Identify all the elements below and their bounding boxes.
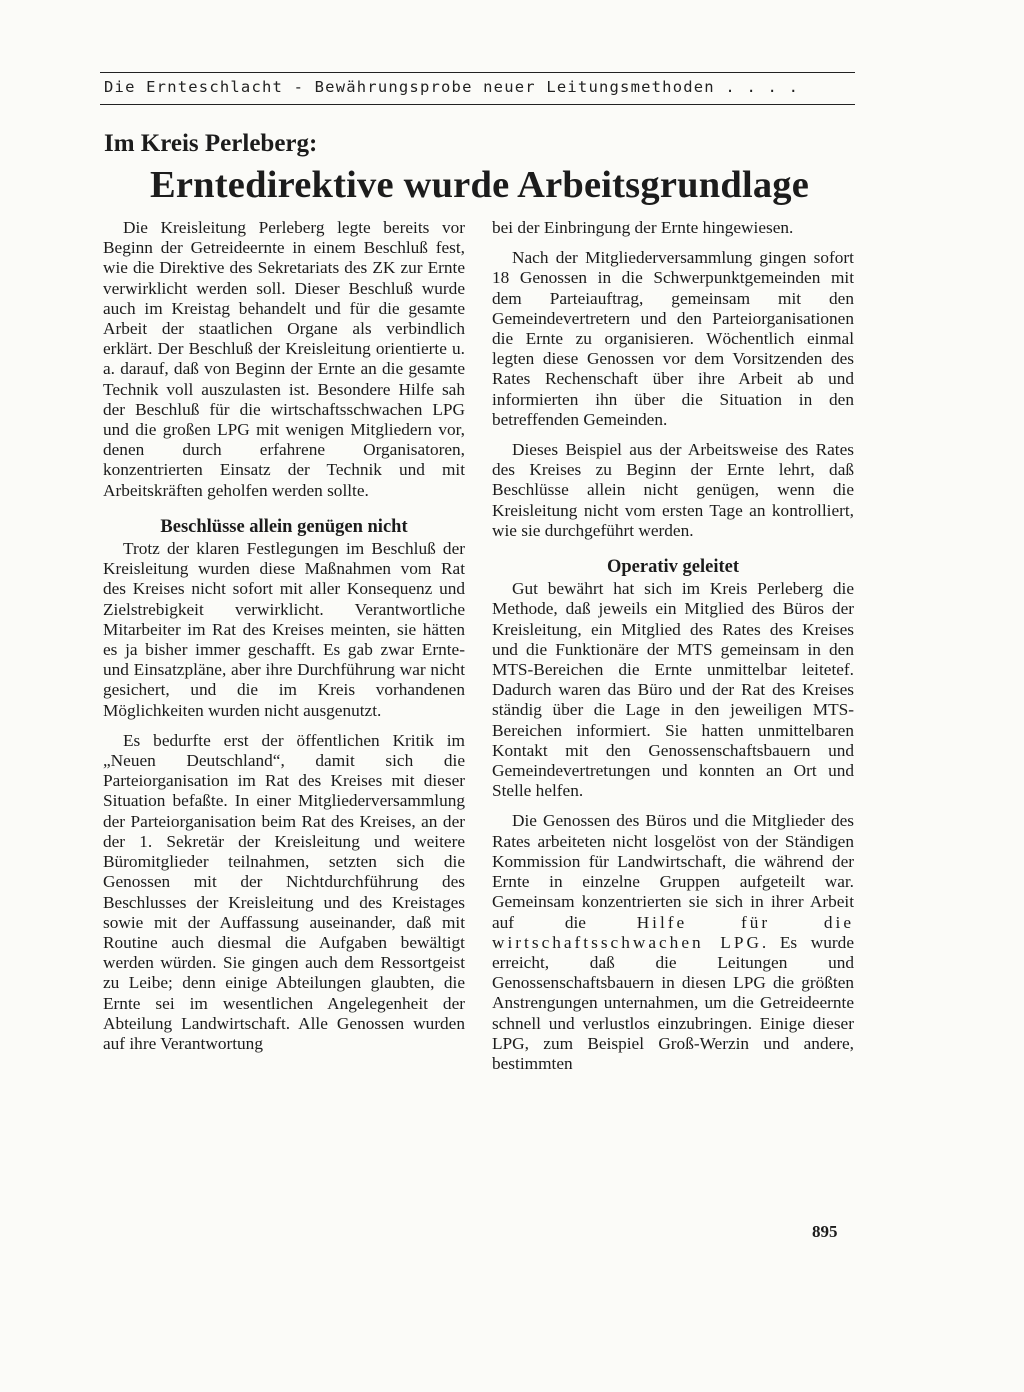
- running-header: Die Ernteschlacht - Bewährungsprobe neuer Leitungsmethoden . . . .: [104, 78, 800, 96]
- section-heading: Beschlüsse allein genügen nicht: [160, 516, 408, 537]
- paragraph: Es bedurfte erst der öffentlichen Kritik im „Neuen Deutschland“, damit sich die Parteiorganisation im Rat des Kreises mit dieser Situation befaßte. In einer Mitgliederversammlung der Parteiorganisation beim Rat des Kreises, an der der 1. Sekretär der Kreisleitung und weitere Büromitglieder teilnahmen, setzten sich die Genossen mit der Nichtdurchführung des Beschlusses der Kreisleitung und des Kreistages sowie mit der Auffassung auseinander, daß mit Routine auch diesmal die Aufgaben bewältigt werden würden. Sie gingen auch dem Ressortgeist zu Leibe; denn einige Abteilungen glaubten, die Ernte sei im wesentlichen Angelegenheit der Abteilung Landwirtschaft. Alle Genossen wurden auf ihre Verantwortung: [103, 730, 465, 1053]
- page-number: 895: [812, 1222, 838, 1241]
- header-rule-top: [100, 72, 855, 73]
- section-heading: Operativ geleitet: [606, 557, 739, 578]
- paragraph: Nach der Mitgliederversammlung gingen sofort 18 Genossen in die Schwerpunktgemeinden mit dem Parteiauftrag, gemeinsam mit den Gemeindevertretern und den Parteiorganisationen die Ernte zu organisieren. Wöchentlich einmal legten diese Genossen vor dem Vorsitzenden des Rates Rechenschaft über ihre Arbeit ab und informierten ihn über die Situation in den betreffenden Gemeinden.: [492, 248, 854, 429]
- header-rule-bottom: [100, 104, 855, 105]
- paragraph: [492, 811, 854, 1074]
- paragraph-continuation: bei der Einbringung der Ernte hingewiesen.: [492, 218, 794, 237]
- paragraph-text: Die Genossen des Büros und die Mitglieder des Rates arbeiteten nicht losgelöst von der Ständigen Kommission für Landwirtschaft, die während der Ernte in einzelne Gruppen aufgeteilt war. Gemeinsam konzentrierten sie sich in ihrer Arbeit auf die: [492, 811, 854, 932]
- paragraph-text: . Es wurde erreicht, daß die Leitungen und Genossenschaftsbauern in diesen LPG die größten Anstrengungen unternahmen, um die Getreideernte schnell und verlustlos einzubringen. Einige dieser LPG, zum Beispiel Groß-Werzin und andere, bestimmten: [492, 932, 854, 1073]
- article-headline: Erntedirektive wurde Arbeitsgrundlage: [150, 164, 810, 206]
- paragraph: Trotz der klaren Festlegungen im Beschluß der Kreisleitung wurden diese Maßnahmen vom Rat des Kreises nicht sofort mit aller Konsequenz und Zielstrebigkeit verwirklicht. Verantwortliche Mitarbeiter im Rat des Kreises meinten, sie hätten es ja bisher immer geschafft. Es gab zwar Ernte- und Einsatzpläne, aber ihre Durchführung war nicht gesichert, und die im Kreis vorhandenen Möglichkeiten wurden nicht ausgenutzt.: [103, 539, 465, 720]
- paragraph: Dieses Beispiel aus der Arbeitsweise des Rates des Kreises zu Beginn der Ernte lehrt, daß Beschlüsse allein nicht genügen, wenn die Kreisleitung nicht vom ersten Tage an kontrolliert, wie sie durchgeführt werden.: [492, 440, 854, 540]
- article-kicker: Im Kreis Perleberg:: [104, 130, 318, 157]
- paragraph: Gut bewährt hat sich im Kreis Perleberg die Methode, daß jeweils ein Mitglied des Büros der Kreisleitung, ein Mitglied des Rates des Kreises und die Funktionäre der MTS gemeinsam in den MTS-Bereichen die Ernte unmittelbar leitetef. Dadurch waren das Büro und der Rat des Kreises ständig über die Lage in den jeweiligen MTS-Bereichen informiert. Sie hatten unmittelbaren Kontakt mit den Genossenschaftsbauern und Gemeindevertretungen und konnten an Ort und Stelle helfen.: [492, 579, 854, 801]
- emphasized-text: Hilfe für die wirtschaftsschwachen LPG: [492, 912, 854, 952]
- right-column: [492, 218, 854, 1084]
- left-column: [103, 218, 465, 1064]
- paragraph: Die Kreisleitung Perleberg legte bereits vor Beginn der Getreideernte in einem Beschluß fest, wie die Direktive des Sekretariats des ZK zur Ernte verwirklicht werden soll. Dieser Beschluß wurde auch im Kreistag behandelt und für die gesamte Arbeit der staatlichen Organe als verbindlich erklärt. Der Beschluß der Kreisleitung orientierte u. a. darauf, daß von Beginn der Ernte an die gesamte Technik voll auszulasten ist. Besondere Hilfe sah der Beschluß für die wirtschaftsschwachen LPG und die großen LPG mit wenigen Mitgliedern vor, denen durch erfahrene Organisatoren, konzentrierten Einsatz der Technik und mit Arbeitskräften geholfen werden sollte.: [103, 218, 465, 500]
